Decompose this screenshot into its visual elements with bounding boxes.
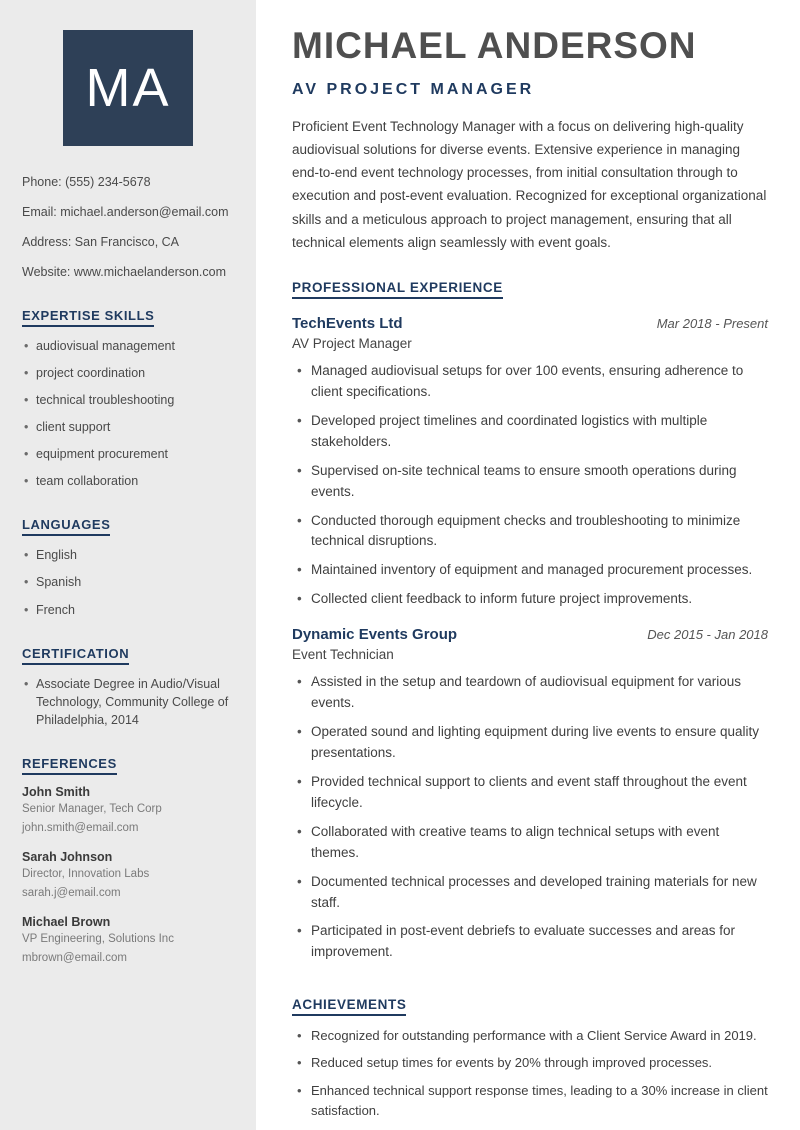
candidate-title: AV PROJECT MANAGER bbox=[292, 80, 535, 98]
job-bullet: • Collected client feedback to inform future project improvements. bbox=[294, 589, 768, 610]
job-bullet: • Collaborated with creative teams to align technical setups with event themes. bbox=[294, 822, 768, 864]
job-bullet-list bbox=[292, 361, 768, 610]
job-dates: Mar 2018 - Present bbox=[656, 316, 768, 331]
skills-list bbox=[22, 337, 234, 491]
certification-title: CERTIFICATION bbox=[22, 646, 129, 665]
job-bullet: • Conducted thorough equipment checks and troubleshooting to minimize technical disruptions. bbox=[294, 511, 768, 553]
job-header bbox=[292, 626, 768, 643]
language-item: • English bbox=[22, 546, 234, 564]
reference-email: mbrown@email.com bbox=[22, 951, 127, 964]
skills-section bbox=[22, 307, 234, 491]
languages-list bbox=[22, 546, 234, 618]
achievements-list bbox=[292, 1026, 768, 1121]
reference-email: sarah.j@email.com bbox=[22, 886, 121, 899]
achievement-item: • Reduced setup times for events by 20% through improved processes. bbox=[294, 1053, 768, 1073]
job-bullet: • Operated sound and lighting equipment during live events to ensure quality presentations. bbox=[294, 722, 768, 764]
experience-job bbox=[292, 626, 768, 963]
languages-section bbox=[22, 516, 234, 618]
certification-item: • Associate Degree in Audio/Visual Technology, Community College of Philadelphia, 2014 bbox=[22, 675, 234, 729]
skill-item: • team collaboration bbox=[22, 472, 234, 490]
reference-person bbox=[22, 915, 234, 966]
achievements-section-title: ACHIEVEMENTS bbox=[292, 997, 406, 1016]
reference-person bbox=[22, 785, 234, 836]
job-bullet: • Developed project timelines and coordinated logistics with multiple stakeholders. bbox=[294, 411, 768, 453]
job-bullet: • Documented technical processes and developed training materials for new staff. bbox=[294, 872, 768, 914]
avatar bbox=[63, 30, 193, 146]
reference-role: VP Engineering, Solutions Inc bbox=[22, 933, 174, 946]
reference-role: Director, Innovation Labs bbox=[22, 868, 150, 881]
reference-name: Sarah Johnson bbox=[22, 850, 113, 865]
skills-title: EXPERTISE SKILLS bbox=[22, 308, 154, 327]
contact-block bbox=[22, 174, 234, 281]
job-bullet: • Assisted in the setup and teardown of audiovisual equipment for various events. bbox=[294, 672, 768, 714]
job-bullet: • Maintained inventory of equipment and managed procurement processes. bbox=[294, 560, 768, 581]
job-dates: Dec 2015 - Jan 2018 bbox=[647, 627, 768, 643]
job-bullet: • Managed audiovisual setups for over 100 events, ensuring adherence to client specifications. bbox=[294, 361, 768, 403]
experience-section-title: PROFESSIONAL EXPERIENCE bbox=[292, 280, 503, 299]
avatar-initials: MA bbox=[85, 58, 171, 118]
company-name: Dynamic Events Group bbox=[292, 626, 458, 644]
experience-job bbox=[292, 315, 768, 610]
job-bullet: • Supervised on-site technical teams to ensure smooth operations during events. bbox=[294, 461, 768, 503]
company-name: TechEvents Ltd bbox=[292, 315, 403, 332]
skill-item: • equipment procurement bbox=[22, 445, 234, 463]
skill-item: • project coordination bbox=[22, 364, 234, 382]
references-section bbox=[22, 755, 234, 966]
certification-section bbox=[22, 645, 234, 729]
references-title: REFERENCES bbox=[22, 756, 117, 775]
language-item: • Spanish bbox=[22, 573, 234, 591]
reference-name: Michael Brown bbox=[22, 915, 111, 930]
skill-item: • audiovisual management bbox=[22, 337, 234, 355]
job-role: AV Project Manager bbox=[292, 336, 412, 351]
contact-phone: Phone: (555) 234-5678 bbox=[22, 175, 151, 189]
sidebar bbox=[0, 0, 256, 1130]
language-item: • French bbox=[22, 601, 234, 619]
reference-name: John Smith bbox=[22, 785, 91, 799]
contact-address: Address: San Francisco, CA bbox=[22, 234, 180, 249]
job-bullet-list bbox=[292, 672, 768, 963]
job-role: Event Technician bbox=[292, 647, 394, 663]
job-bullet: • Provided technical support to clients and event staff throughout the event lifecycle. bbox=[294, 772, 768, 814]
achievement-item: • Recognized for outstanding performance with a Client Service Award in 2019. bbox=[294, 1026, 768, 1046]
languages-title: LANGUAGES bbox=[22, 517, 110, 536]
job-header bbox=[292, 315, 768, 332]
reference-role: Senior Manager, Tech Corp bbox=[22, 803, 162, 815]
reference-email: john.smith@email.com bbox=[22, 821, 139, 834]
contact-website: Website: www.michaelanderson.com bbox=[22, 264, 227, 279]
achievements-section bbox=[292, 971, 768, 1121]
reference-person bbox=[22, 850, 234, 901]
achievement-item: • Enhanced technical support response times, leading to a 30% increase in client satisfaction. bbox=[294, 1081, 768, 1121]
summary-paragraph: Proficient Event Technology Manager with a focus on delivering high-quality audiovisual solutions for diverse events. Extensive experience in managing end-to-end event technology processes, from initial consultation through to execution and post-event evaluation. Recognized for exceptional organizational skills and a meticulous approach to project management, ensuring that all technical elements align seamlessly with event goals. bbox=[292, 118, 767, 250]
job-bullet: • Participated in post-event debriefs to evaluate successes and areas for improvement. bbox=[294, 921, 768, 963]
skill-item: • technical troubleshooting bbox=[22, 391, 234, 409]
main-content bbox=[256, 0, 800, 1130]
candidate-name: MICHAEL ANDERSON bbox=[292, 25, 697, 66]
certification-list bbox=[22, 675, 234, 729]
skill-item: • client support bbox=[22, 418, 234, 436]
contact-email: Email: michael.anderson@email.com bbox=[22, 204, 229, 219]
